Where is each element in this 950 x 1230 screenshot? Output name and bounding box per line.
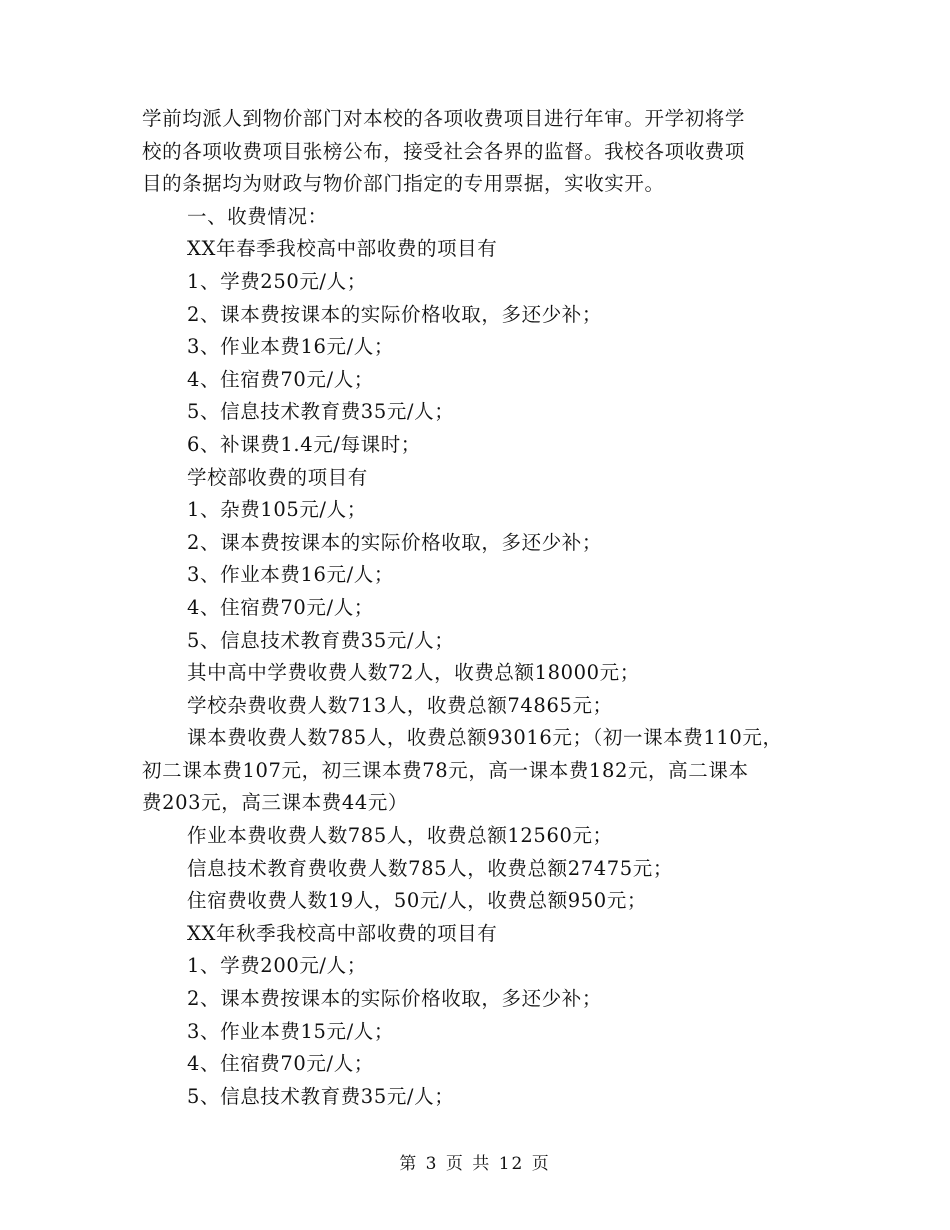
text-line: 学校杂费收费人数713人，收费总额74865元； <box>187 693 613 717</box>
text-line: 3、作业本费15元/人； <box>187 1019 394 1043</box>
text-line: 1、学费250元/人； <box>187 269 367 293</box>
text-line: 校的各项收费项目张榜公布，接受社会各界的监督。我校各项收费项 <box>142 139 746 163</box>
text-line: 2、课本费按课本的实际价格收取，多还少补； <box>187 302 603 326</box>
text-line: 其中高中学费收费人数72人，收费总额18000元； <box>187 661 640 685</box>
document-body <box>142 103 832 1113</box>
text-line: 费203元，高三课本费44元） <box>142 791 409 815</box>
text-line: XX年春季我校高中部收费的项目有 <box>187 237 498 261</box>
text-line: 6、补课费1.4元/每课时； <box>187 432 421 456</box>
text-line: 2、课本费按课本的实际价格收取，多还少补； <box>187 987 603 1011</box>
text-line: 学校部收费的项目有 <box>187 465 368 489</box>
text-line: 作业本费收费人数785人，收费总额12560元； <box>187 824 613 848</box>
text-line: 课本费收费人数785人，收费总额93016元；（初一课本费110元， <box>187 726 783 750</box>
text-line: 学前均派人到物价部门对本校的各项收费项目进行年审。开学初将学 <box>142 107 746 130</box>
text-line: 目的条据均为财政与物价部门指定的专用票据，实收实开。 <box>142 172 665 196</box>
text-line: 4、住宿费70元/人； <box>187 595 374 619</box>
text-line: 1、杂费105元/人； <box>187 498 367 522</box>
text-line: 5、信息技术教育费35元/人； <box>187 1084 455 1108</box>
text-line: 信息技术教育费收费人数785人，收费总额27475元； <box>187 856 673 880</box>
text-line: XX年秋季我校高中部收费的项目有 <box>187 921 498 945</box>
text-line: 5、信息技术教育费35元/人； <box>187 628 455 652</box>
text-line: 住宿费收费人数19人，50元/人，收费总额950元； <box>187 889 648 913</box>
text-line: 1、学费200元/人； <box>187 954 367 978</box>
text-line: 4、住宿费70元/人； <box>187 1052 374 1076</box>
text-line: 3、作业本费16元/人； <box>187 335 394 359</box>
text-line: 初二课本费107元，初三课本费78元，高一课本费182元，高二课本 <box>142 758 749 782</box>
text-line: 3、作业本费16元/人； <box>187 563 394 587</box>
text-line: 5、信息技术教育费35元/人； <box>187 400 455 424</box>
text-line: 4、住宿费70元/人； <box>187 367 374 391</box>
text-line: 一、收费情况： <box>187 204 328 228</box>
text-line: 2、课本费按课本的实际价格收取，多还少补； <box>187 530 603 554</box>
page-number-footer: 第 3 页 共 12 页 <box>399 1154 551 1174</box>
